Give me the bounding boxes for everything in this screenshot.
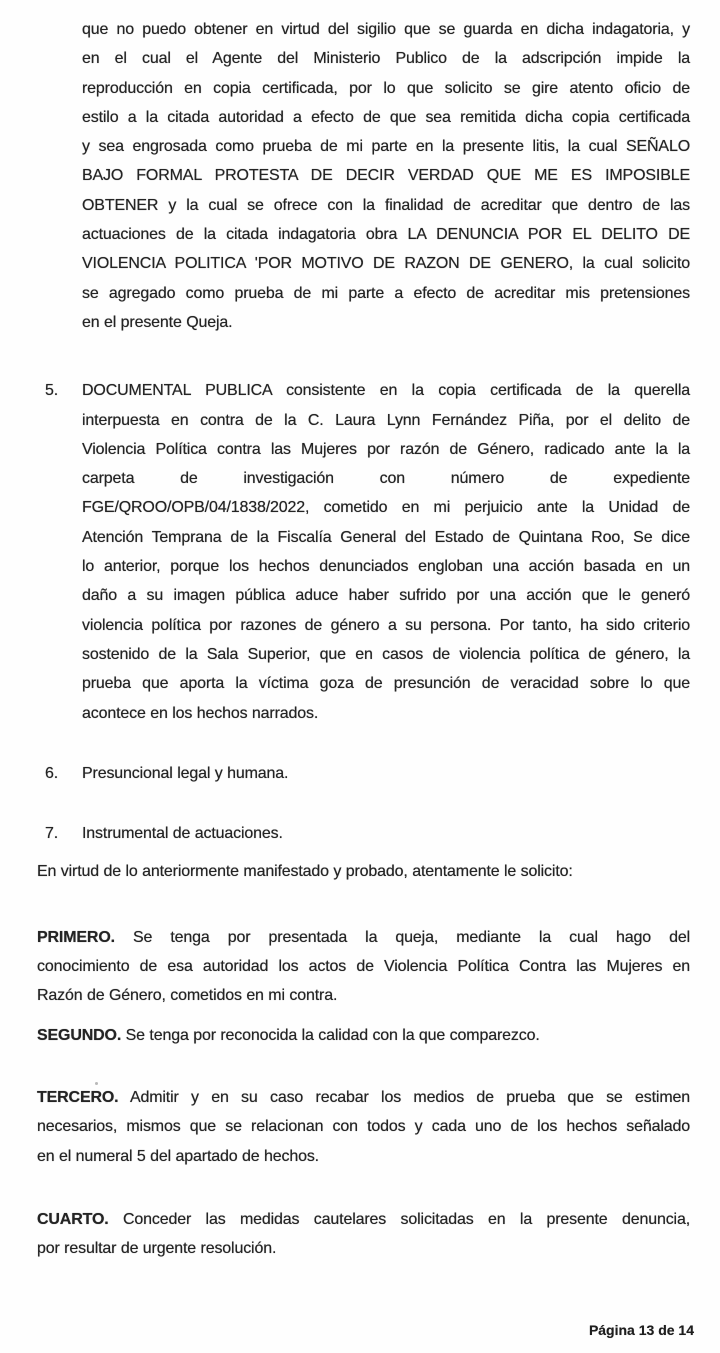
document-line: lo anterior, porque los hechos denunciados engloban una acción basada en un (82, 558, 690, 576)
petition-primero (37, 923, 690, 1011)
page-number: Página 13 de 14 (588, 1322, 694, 1338)
list-item-number: 7. (45, 825, 59, 843)
continuation-paragraph (82, 15, 690, 337)
document-line: que no puedo obtener en virtud del sigilio que se guarda en dicha indagatoria, y (82, 21, 690, 38)
document-line: daño a su imagen pública aduce haber sufrido por una acción que le generó (82, 587, 690, 605)
petition-text: Se tenga por reconocida la calidad con la que comparezco. (125, 1026, 540, 1044)
document-line: en el numeral 5 del apartado de hechos. (37, 1147, 319, 1165)
petitions-intro (37, 857, 690, 886)
document-line: VIOLENCIA POLITICA 'POR MOTIVO DE RAZON DE GENERO, la cual solicito (82, 255, 690, 273)
document-line: y sea engrosada como prueba de mi parte en la presente litis, la cual SEÑALO (82, 138, 690, 156)
list-item-7 (45, 819, 690, 848)
document-line: FGE/QROO/OPB/04/1838/2022, cometido en mi perjuicio ante la Unidad de (82, 499, 690, 517)
petition-cuarto (37, 1205, 690, 1264)
document-line: sostenido de la Sala Superior, que en casos de violencia política de género, la (82, 645, 690, 663)
petition-text: Se tenga por presentada la queja, mediante la cual hago del (133, 928, 690, 946)
document-line: conocimiento de esa autoridad los actos de Violencia Política Contra las Mujeres en (37, 958, 690, 976)
document-line: carpeta de investigación con número de expediente (82, 470, 690, 488)
document-line: se agregado como prueba de mi parte a efecto de acreditar mis pretensiones (82, 284, 690, 302)
petition-text: Admitir y en su caso recabar los medios de prueba que se estimen (129, 1088, 690, 1106)
document-line: prueba que aporta la víctima goza de presunción de veracidad sobre lo que (82, 675, 690, 693)
document-line: Presuncional legal y humana. (82, 764, 289, 782)
document-line (37, 1021, 690, 1050)
document-line: estilo a la citada autoridad a efecto de que sea remitida dicha copia certificada (82, 108, 690, 126)
document-line: Violencia Política contra las Mujeres por razón de Género, radicado ante la la (82, 440, 690, 458)
petition-label: TERCERO. (37, 1088, 119, 1106)
document-line: acontece en los hechos narrados. (82, 704, 319, 722)
document-line: necesarios, mismos que se relacionan con todos y cada uno de los hechos señalado (37, 1118, 690, 1136)
document-line (37, 1205, 690, 1234)
document-line: actuaciones de la citada indagatoria obra LA DENUNCIA POR EL DELITO DE (82, 226, 690, 244)
document-line: BAJO FORMAL PROTESTA DE DECIR VERDAD QUE ME ES IMPOSIBLE (82, 167, 690, 185)
document-line: interpuesta en contra de la C. Laura Lynn Fernández Piña, por el delito de (82, 411, 690, 429)
page-footer (589, 1322, 694, 1338)
document-line: Atención Temprana de la Fiscalía General del Estado de Quintana Roo, Se dice (82, 528, 690, 546)
petition-segundo (37, 1021, 690, 1050)
list-item-6 (45, 759, 690, 788)
list-item-number: 6. (45, 764, 59, 782)
list-item-5 (45, 376, 690, 728)
document-line: DOCUMENTAL PUBLICA consistente en la copia certificada de la querella (82, 382, 690, 400)
document-line: en el cual el Agente del Ministerio Publico de la adscripción impide la (82, 50, 690, 68)
document-line: violencia política por razones de género a su persona. Por tanto, ha sido criterio (82, 616, 690, 634)
document-line: En virtud de lo anteriormente manifestado y probado, atentamente le solicito: (37, 863, 573, 881)
scan-speckle (95, 1082, 98, 1085)
document-line (37, 923, 690, 952)
document-line: en el presente Queja. (82, 313, 233, 331)
document-line: por resultar de urgente resolución. (37, 1240, 277, 1258)
petition-label: CUARTO. (37, 1210, 109, 1228)
document-line: reproducción en copia certificada, por lo que solicito se gire atento oficio de (82, 79, 690, 97)
document-line: Instrumental de actuaciones. (82, 825, 283, 843)
petition-text: Conceder las medidas cautelares solicitadas en la presente denuncia, (122, 1210, 690, 1228)
document-line (37, 1083, 690, 1112)
petition-tercero (37, 1083, 690, 1171)
document-line: OBTENER y la cual se ofrece con la finalidad de acreditar que dentro de las (82, 196, 690, 214)
document-line: Razón de Género, cometidos en mi contra. (37, 987, 338, 1005)
list-item-number: 5. (45, 382, 59, 400)
petition-label: SEGUNDO. (37, 1026, 122, 1044)
petition-label: PRIMERO. (37, 928, 115, 946)
